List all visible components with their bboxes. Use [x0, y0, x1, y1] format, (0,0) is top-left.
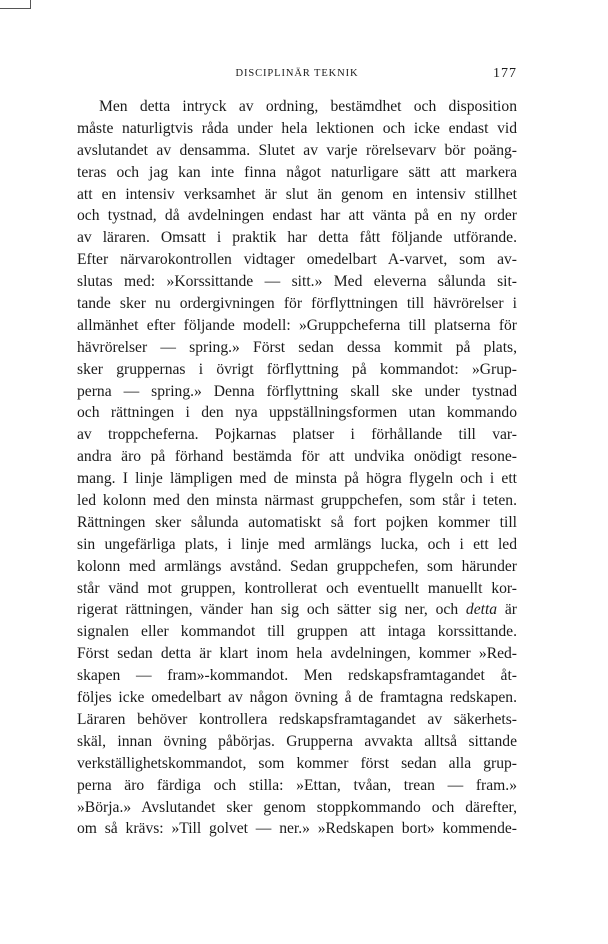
text-line: Men detta intryck av ordning, bestämdhet och disposition [99, 98, 517, 115]
text-line: står vänd mot gruppen, kontrollerat och eventuellt manuellt kor- [77, 579, 517, 597]
text-line: av läraren. Omsatt i praktik har detta fått följande utförande. [77, 229, 517, 247]
text-line: skapen — fram»-kommandot. Men redskapsframtagandet åt- [77, 667, 517, 685]
text-line: tande sker nu ordergivningen för förflyttningen till hävrörelser i [77, 295, 517, 313]
text-line: led kolonn med den minsta närmast gruppchefen, som står i teten. [77, 492, 517, 510]
text-line: av troppcheferna. Pojkarnas platser i förhållande till var- [77, 426, 517, 444]
text-line: sker gruppernas i övrigt förflyttning på kommandot: »Grup- [77, 360, 517, 378]
running-head [77, 68, 517, 84]
text-line: »Börja.» Avslutandet sker genom stoppkommando och därefter, [77, 798, 517, 816]
text-line-tail: är [504, 601, 517, 619]
text-line: följes icke omedelbart av någon övning å de framtagna redskapen. [77, 689, 517, 707]
text-line: perna äro färdiga och stilla: »Ettan, tvåan, trean — fram.» [77, 776, 517, 794]
text-line: sin ungefärliga plats, i linje med armlängs lucka, och i ett led [77, 535, 517, 553]
text-line: andra äro på förhand bestämda för att undvika onödigt resone- [77, 448, 517, 466]
text-line: och tystnad, då avdelningen endast har att vänta på en ny order [77, 207, 517, 225]
text-line: hävrörelser — spring.» Först sedan dessa kommit på plats, [77, 338, 517, 356]
page-number: 177 [493, 66, 517, 81]
text-line: avslutandet av densamma. Slutet av varje rörelsevarv bör poäng- [77, 141, 517, 159]
crop-mark [0, 8, 30, 9]
text-line-lead: rigerat rättningen, vänder han sig och sätter sig ner, och [77, 601, 459, 619]
text-line: teras och jag kan inte finna något naturligare sätt att markera [77, 163, 517, 181]
text-line: om så krävs: »Till golvet — ner.» »Redskapen bort» kommende- [77, 820, 517, 838]
text-line: verkställighetskommandot, som kommer först sedan alla grup- [77, 754, 517, 772]
text-line: kolonn med armlängs avstånd. Sedan gruppchefen, som härunder [77, 557, 517, 575]
text-line: Först sedan detta är klart inom hela avdelningen, kommer »Red- [77, 645, 517, 663]
text-line: Läraren behöver kontrollera redskapsframtagandet av säkerhets- [77, 710, 517, 728]
text-line: perna — spring.» Denna förflyttning skall ske under tystnad [77, 382, 517, 400]
text-line: mang. I linje lämpligen med de minsta på högra flygeln och i ett [77, 470, 517, 488]
text-line: allmänhet efter följande modell: »Gruppcheferna till platserna för [77, 316, 517, 334]
body-text [77, 96, 517, 840]
emphasized-word: detta [465, 601, 498, 619]
text-line: Rättningen sker sålunda automatiskt så fort pojken kommer till [77, 513, 517, 531]
crop-mark-vertical [30, 0, 31, 9]
text-line-with-emphasis [77, 599, 517, 621]
text-line: skäl, innan övning påbörjas. Grupperna avvakta alltså sittande [77, 732, 517, 750]
running-title: DISCIPLINÄR TEKNIK [235, 68, 359, 79]
text-line: och rättningen i den nya uppställningsformen utan kommando [77, 404, 517, 422]
text-line: slutas med: »Korssittande — sitt.» Med eleverna sålunda sit- [77, 273, 517, 291]
text-line: signalen eller kommandot till gruppen att intaga korssittande. [77, 623, 517, 641]
text-line: måste naturligtvis råda under hela lektionen och icke endast vid [77, 119, 517, 137]
text-line: Efter närvarokontrollen vidtager omedelbart A-varvet, som av- [77, 251, 517, 269]
text-line: att en intensiv verksamhet är slut än genom en intensiv stillhet [77, 185, 517, 203]
